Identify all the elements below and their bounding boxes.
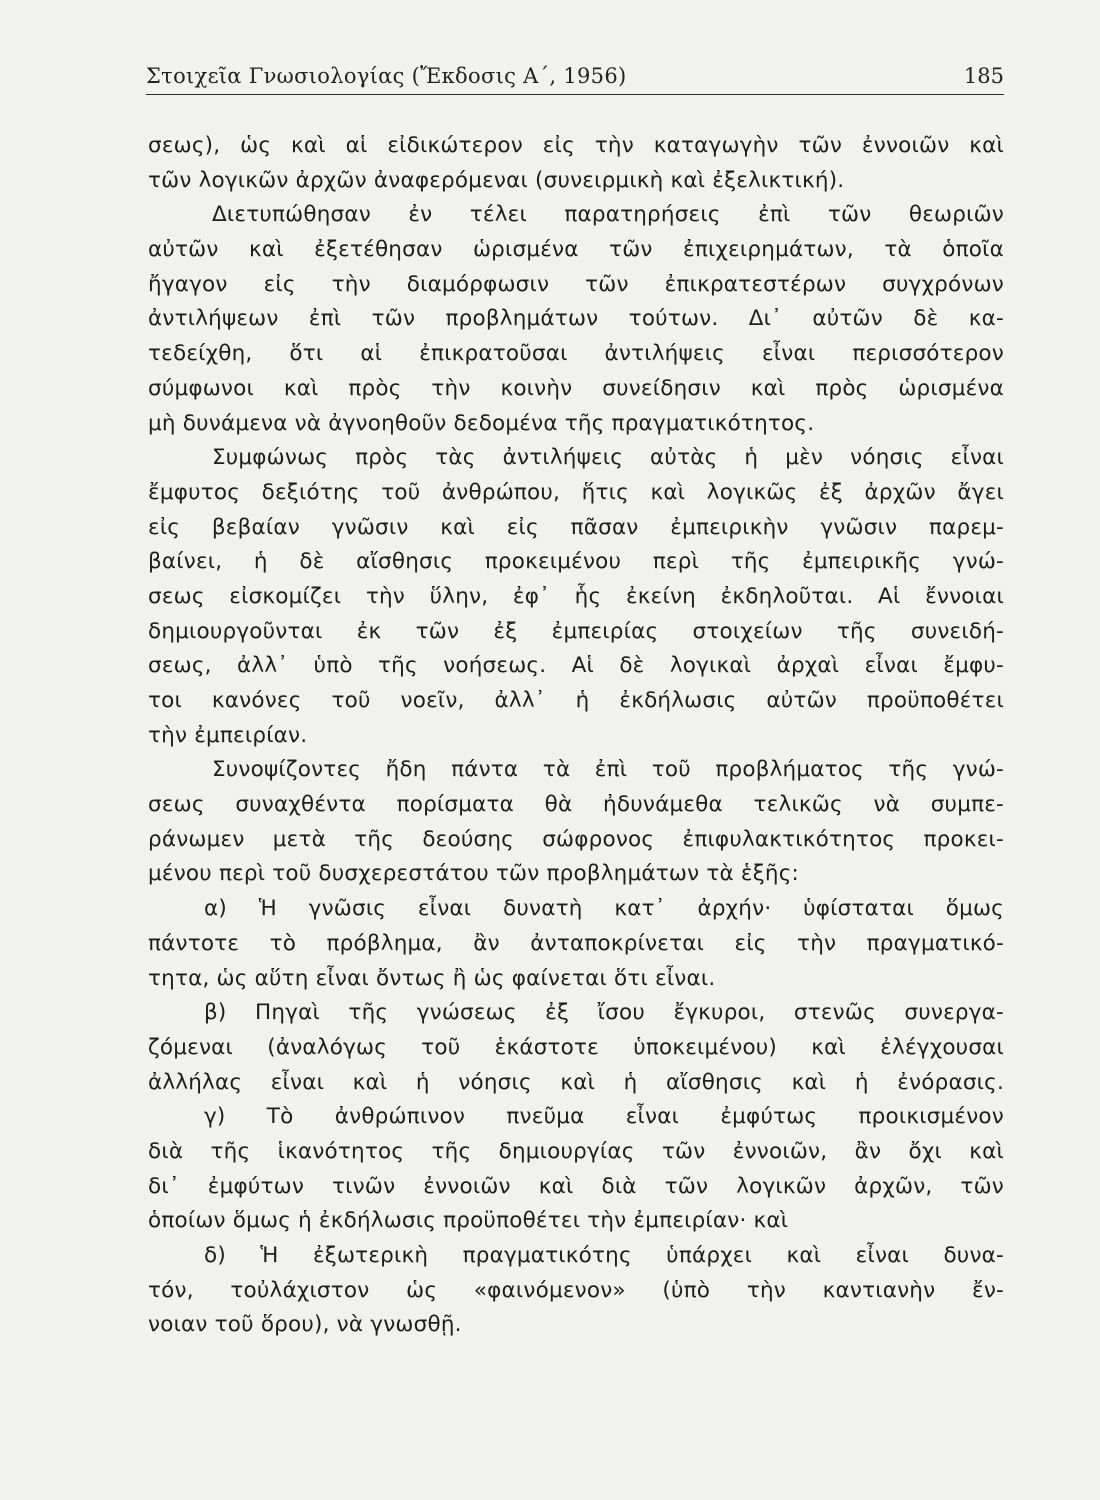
list-item-delta: δ) Ἡ ἐξωτερικὴ πραγματικότης ὑπάρχει καὶ εἶναι δυνα- — [204, 1243, 1004, 1268]
list-item-gamma: γ) Τὸ ἀνθρώπινον πνεῦμα εἶναι ἐμφύτως προικισμένον — [204, 1104, 1004, 1130]
text-line: ὁποίων ὅμως ἡ ἐκδήλωσις προϋποθέτει τὴν ἐμπειρίαν· καὶ — [148, 1208, 789, 1234]
text-line: σεως), ὡς καὶ αἱ εἰδικώτερον εἰς τὴν καταγωγὴν τῶν ἐννοιῶν καὶ — [148, 133, 1004, 158]
text-line: ἀλλήλας εἶναι καὶ ἡ νόησις καὶ ἡ αἴσθησις καὶ ἡ ἐνόρασις. — [148, 1069, 1004, 1095]
text-line: Διετυπώθησαν ἐν τέλει παρατηρήσεις ἐπὶ τῶν θεωριῶν — [212, 202, 1004, 228]
body-text — [148, 129, 1004, 1369]
text-line: ἤγαγον εἰς τὴν διαμόρφωσιν τῶν ἐπικρατεστέρων συγχρόνων — [148, 271, 1004, 297]
page-number: 185 — [963, 64, 1004, 88]
text-line: ράνωμεν μετὰ τῆς δεούσης σώφρονος ἐπιφυλακτικότητος προκει- — [148, 826, 1004, 852]
running-header — [146, 60, 1004, 95]
text-line: σεως εἰσκομίζει τὴν ὕλην, ἐφ᾿ ἧς ἐκείνη ἐκδηλοῦται. Αἱ ἔννοιαι — [148, 583, 1004, 609]
text-line: τῶν λογικῶν ἀρχῶν ἀναφερόμεναι (συνειρμικὴ καὶ ἐξελικτική). — [148, 167, 845, 193]
text-line: μένου περὶ τοῦ δυσχερεστάτου τῶν προβλημάτων τὰ ἑξῆς: — [148, 861, 799, 887]
list-item-beta: β) Πηγαὶ τῆς γνώσεως ἐξ ἴσου ἔγκυροι, στενῶς συνεργα- — [204, 1000, 1004, 1026]
text-line: αὐτῶν καὶ ἐξετέθησαν ὡρισμένα τῶν ἐπιχειρημάτων, τὰ ὁποῖα — [148, 237, 1004, 263]
text-line: σεως συναχθέντα πορίσματα θὰ ἠδυνάμεθα τελικῶς νὰ συμπε- — [148, 792, 1004, 818]
text-line: σεως, ἀλλ᾿ ὑπὸ τῆς νοήσεως. Αἱ δὲ λογικαὶ ἀρχαὶ εἶναι ἔμφυ- — [148, 653, 1004, 679]
text-line: Συνοψίζοντες ἤδη πάντα τὰ ἐπὶ τοῦ προβλήματος τῆς γνώ- — [212, 757, 1004, 783]
text-line: νοιαν τοῦ ὅρου), νὰ γνωσθῇ. — [148, 1312, 462, 1338]
text-line: Συμφώνως πρὸς τὰς ἀντιλήψεις αὐτὰς ἡ μὲν νόησις εἶναι — [212, 445, 1004, 471]
text-line: δημιουργοῦνται ἐκ τῶν ἐξ ἐμπειρίας στοιχείων τῆς συνειδή- — [148, 618, 1004, 644]
text-line: ἀντιλήψεων ἐπὶ τῶν προβλημάτων τούτων. Δι᾿ αὐτῶν δὲ κα- — [148, 306, 1004, 332]
text-line: εἰς βεβαίαν γνῶσιν καὶ εἰς πᾶσαν ἐμπειρικὴν γνῶσιν παρεμ- — [148, 514, 1004, 540]
text-line: ἔμφυτος δεξιότης τοῦ ἀνθρώπου, ἥτις καὶ λογικῶς ἐξ ἀρχῶν ἄγει — [148, 479, 1004, 505]
text-line: διὰ τῆς ἱκανότητος τῆς δημιουργίας τῶν ἐννοιῶν, ἂν ὄχι καὶ — [148, 1138, 1004, 1164]
list-item-alpha: α) Ἡ γνῶσις εἶναι δυνατὴ κατ᾿ ἀρχήν· ὑφίσταται ὅμως — [204, 896, 1004, 922]
text-line: ζόμεναι (ἀναλόγως τοῦ ἑκάστοτε ὑποκειμένου) καὶ ἐλέγχουσαι — [148, 1034, 1004, 1060]
text-line: τὴν ἐμπειρίαν. — [148, 722, 308, 748]
text-line: τοι κανόνες τοῦ νοεῖν, ἀλλ᾿ ἡ ἐκδήλωσις αὐτῶν προϋποθέτει — [148, 688, 1004, 713]
text-line: πάντοτε τὸ πρόβλημα, ἂν ἀνταποκρίνεται εἰς τὴν πραγματικό- — [148, 930, 1004, 956]
text-line: σύμφωνοι καὶ πρὸς τὴν κοινὴν συνείδησιν καὶ πρὸς ὡρισμένα — [148, 375, 1004, 401]
text-line: τόν, τοὐλάχιστον ὡς «φαινόμενον» (ὑπὸ τὴν καντιανὴν ἔν- — [148, 1277, 1004, 1303]
text-line: τεδείχθη, ὅτι αἱ ἐπικρατοῦσαι ἀντιλήψεις εἶναι περισσότερον — [148, 341, 1004, 367]
running-title: Στοιχεῖα Γνωσιολογίας (Ἔκδοσις Α΄, 1956) — [146, 64, 627, 88]
text-line: τητα, ὡς αὕτη εἶναι ὄντως ἢ ὡς φαίνεται ὅτι εἶναι. — [148, 965, 716, 991]
text-line: βαίνει, ἡ δὲ αἴσθησις προκειμένου περὶ τῆς ἐμπειρικῆς γνώ- — [148, 549, 1004, 575]
text-line: δι᾿ ἐμφύτων τινῶν ἐννοιῶν καὶ διὰ τῶν λογικῶν ἀρχῶν, τῶν — [148, 1173, 1004, 1199]
text-line: μὴ δυνάμενα νὰ ἀγνοηθοῦν δεδομένα τῆς πραγματικότητος. — [148, 410, 815, 436]
